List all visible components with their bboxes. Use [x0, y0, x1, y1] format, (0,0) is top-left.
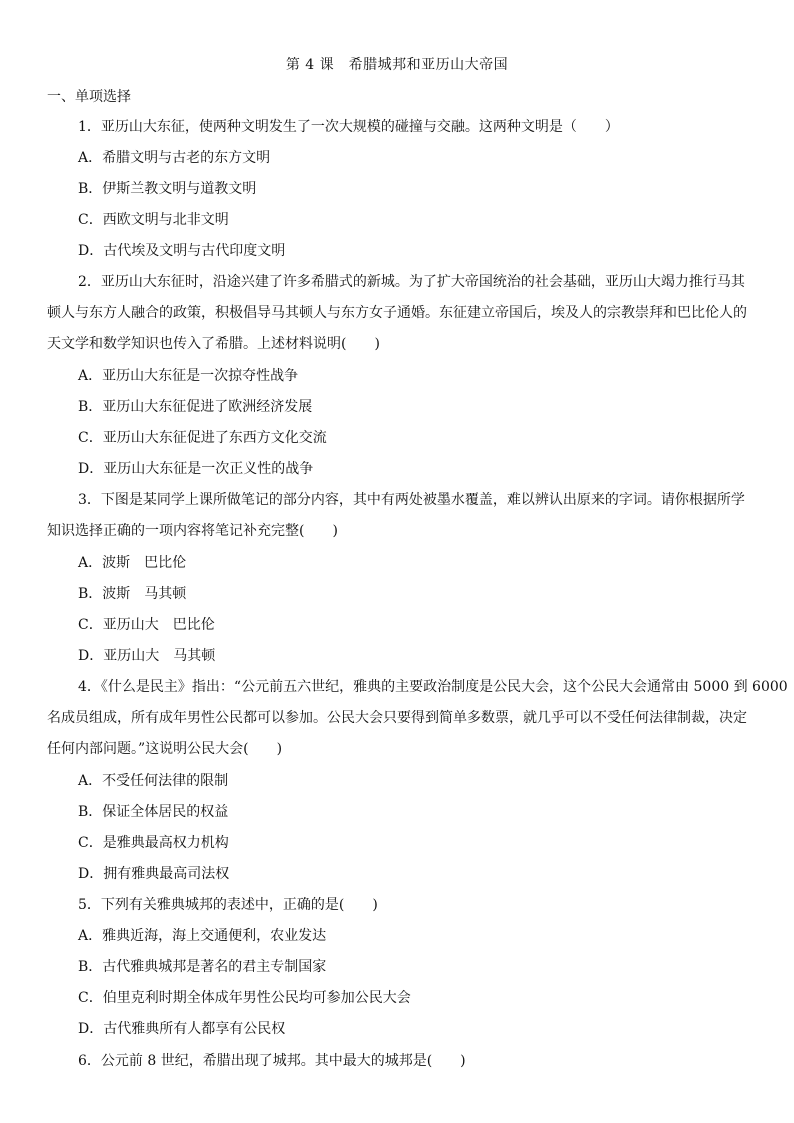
- section-heading: 一、单项选择: [47, 89, 131, 105]
- question-2-option-b: B．亚历山大东征促进了欧洲经济发展: [78, 399, 313, 415]
- question-4-option-a: A．不受任何法律的限制: [78, 773, 229, 789]
- question-4-text-line-2: 名成员组成，所有成年男性公民都可以参加。公民大会只要得到简单多数票，就几乎可以不受任何法律制裁，决定: [47, 710, 747, 726]
- question-3-text-line-1: 3．下图是某同学上课所做笔记的部分内容，其中有两处被墨水覆盖，难以辨认出原来的字词。请你根据所学: [78, 492, 745, 508]
- question-4-option-d: D．拥有雅典最高司法权: [78, 866, 230, 882]
- question-1-text: 1．亚历山大东征，使两种文明发生了一次大规模的碰撞与交融。这两种文明是（ ）: [78, 119, 619, 135]
- question-4-text-line-1: 4．《什么是民主》指出：“公元前五六世纪，雅典的主要政治制度是公民大会，这个公民大会通常由 5000 到 6000: [78, 679, 788, 695]
- question-1-option-a: A．希腊文明与古老的东方文明: [78, 150, 271, 166]
- question-3-option-d: D．亚历山大 马其顿: [78, 648, 216, 664]
- question-1-option-b: B．伊斯兰教文明与道教文明: [78, 181, 257, 197]
- question-6-text: 6．公元前 8 世纪，希腊出现了城邦。其中最大的城邦是( ): [78, 1053, 466, 1069]
- question-3-text-line-2: 知识选择正确的一项内容将笔记补充完整( ): [47, 523, 338, 539]
- question-2-text-line-2: 顿人与东方人融合的政策，积极倡导马其顿人与东方女子通婚。东征建立帝国后，埃及人的宗教崇拜和巴比伦人的: [47, 305, 747, 321]
- question-2-option-c: C．亚历山大东征促进了东西方文化交流: [78, 430, 327, 446]
- question-1-option-c: C．西欧文明与北非文明: [78, 212, 229, 228]
- question-3-option-a: A．波斯 巴比伦: [78, 555, 187, 571]
- question-4-text-line-3: 任何内部问题。”这说明公民大会( ): [47, 741, 283, 757]
- question-4-option-c: C．是雅典最高权力机构: [78, 835, 229, 851]
- page-title: 第 4 课 希腊城邦和亚历山大帝国: [285, 57, 509, 73]
- question-3-option-c: C．亚历山大 巴比伦: [78, 617, 215, 633]
- question-1-option-d: D．古代埃及文明与古代印度文明: [78, 243, 286, 259]
- question-2-text-line-1: 2．亚历山大东征时，沿途兴建了许多希腊式的新城。为了扩大帝国统治的社会基础，亚历山大竭力推行马其: [78, 274, 745, 290]
- question-5-option-d: D．古代雅典所有人都享有公民权: [78, 1021, 286, 1037]
- question-4-option-b: B．保证全体居民的权益: [78, 804, 229, 820]
- question-3-option-b: B．波斯 马其顿: [78, 586, 187, 602]
- question-5-text: 5．下列有关雅典城邦的表述中，正确的是( ): [78, 897, 378, 913]
- question-2-option-d: D．亚历山大东征是一次正义性的战争: [78, 461, 314, 477]
- question-2-text-line-3: 天文学和数学知识也传入了希腊。上述材料说明( ): [47, 336, 380, 352]
- question-5-option-b: B．古代雅典城邦是著名的君主专制国家: [78, 959, 327, 975]
- question-5-option-a: A．雅典近海，海上交通便利，农业发达: [78, 928, 327, 944]
- question-2-option-a: A．亚历山大东征是一次掠夺性战争: [78, 368, 299, 384]
- question-5-option-c: C．伯里克利时期全体成年男性公民均可参加公民大会: [78, 990, 411, 1006]
